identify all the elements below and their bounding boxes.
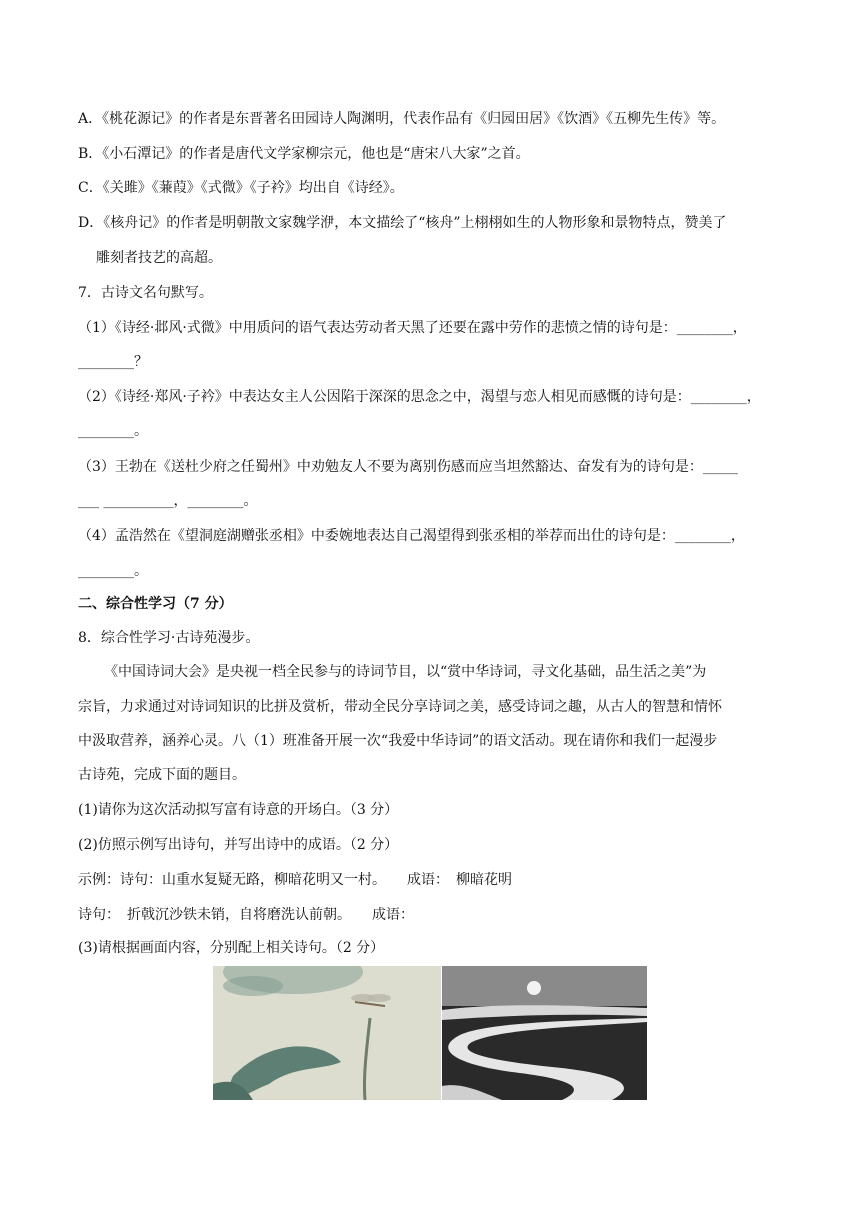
illustration-images bbox=[213, 966, 647, 1100]
question-8-paragraph-line-3: 中汲取营养，涵养心灵。八（1）班准备开展一次“我爱中华诗词”的语文活动。现在请你和我们一起漫步 bbox=[78, 733, 718, 749]
option-a: A．《桃花源记》的作者是东晋著名田园诗人陶渊明，代表作品有《归园田居》《饮酒》《五柳先生传》等。 bbox=[78, 111, 726, 127]
question-7-part-4-blank: ________。 bbox=[78, 563, 148, 579]
question-8-sub-1: (1)请你为这次活动拟写富有诗意的开场白。（3 分） bbox=[78, 802, 399, 818]
option-d: D．《核舟记》的作者是明朝散文家魏学洢，本文描绘了“核舟”上栩栩如生的人物形象和景物特点，赞美了 bbox=[78, 215, 727, 231]
question-8-paragraph-line-4: 古诗苑，完成下面的题目。 bbox=[78, 767, 246, 783]
question-7-title: 7．古诗文名句默写。 bbox=[78, 285, 213, 301]
river-landscape-image bbox=[442, 966, 647, 1100]
question-8-title: 8．综合性学习·古诗苑漫步。 bbox=[78, 630, 260, 646]
question-7-part-1-blank: ________？ bbox=[78, 354, 148, 370]
document-page bbox=[78, 0, 782, 1216]
question-7-part-3: （3）王勃在《送杜少府之任蜀州》中劝勉友人不要为离别伤感而应当坦然豁达、奋发有为的诗句是：_____ bbox=[78, 459, 738, 475]
question-7-part-2: （2）《诗经·郑风·子衿》中表达女主人公因陷于深深的思念之中，渴望与恋人相见而感慨的诗句是：________， bbox=[78, 389, 761, 405]
question-8-poem-line: 诗句： 折戟沉沙铁未销，自将磨洗认前朝。 成语： bbox=[78, 907, 414, 923]
option-b: B．《小石潭记》的作者是唐代文学家柳宗元，他也是“唐宋八大家”之首。 bbox=[78, 146, 530, 162]
question-7-part-3-blank: ___ __________，________。 bbox=[78, 493, 258, 509]
option-c: C．《关雎》《蒹葭》《式微》《子衿》均出自《诗经》。 bbox=[78, 180, 404, 196]
question-8-paragraph-line-2: 宗旨，力求通过对诗词知识的比拼及赏析，带动全民分享诗词之美，感受诗词之趣，从古人的智慧和情怀 bbox=[78, 699, 722, 715]
option-d-continued: 雕刻者技艺的高超。 bbox=[96, 250, 222, 266]
question-7-part-2-blank: ________。 bbox=[78, 423, 148, 439]
question-8-example: 示例：诗句：山重水复疑无路，柳暗花明又一村。 成语： 柳暗花明 bbox=[78, 872, 512, 888]
question-8-sub-3: (3)请根据画面内容，分别配上相关诗句。（2 分） bbox=[78, 940, 385, 956]
question-8-paragraph-line-1: 《中国诗词大会》是央视一档全民参与的诗词节目，以“赏中华诗词，寻文化基础，品生活之美”为 bbox=[104, 664, 707, 680]
question-7-part-4: （4）孟浩然在《望洞庭湖赠张丞相》中委婉地表达自己渴望得到张丞相的举荐而出仕的诗句是：________， bbox=[78, 528, 745, 544]
section-2-heading: 二、综合性学习（7 分） bbox=[78, 596, 233, 612]
lotus-dragonfly-image bbox=[213, 966, 441, 1100]
question-7-part-1: （1）《诗经·邶风·式微》中用质问的语气表达劳动者天黑了还要在露中劳作的悲愤之情的诗句是：________， bbox=[78, 320, 747, 336]
question-8-sub-2: (2)仿照示例写出诗句，并写出诗中的成语。（2 分） bbox=[78, 837, 399, 853]
